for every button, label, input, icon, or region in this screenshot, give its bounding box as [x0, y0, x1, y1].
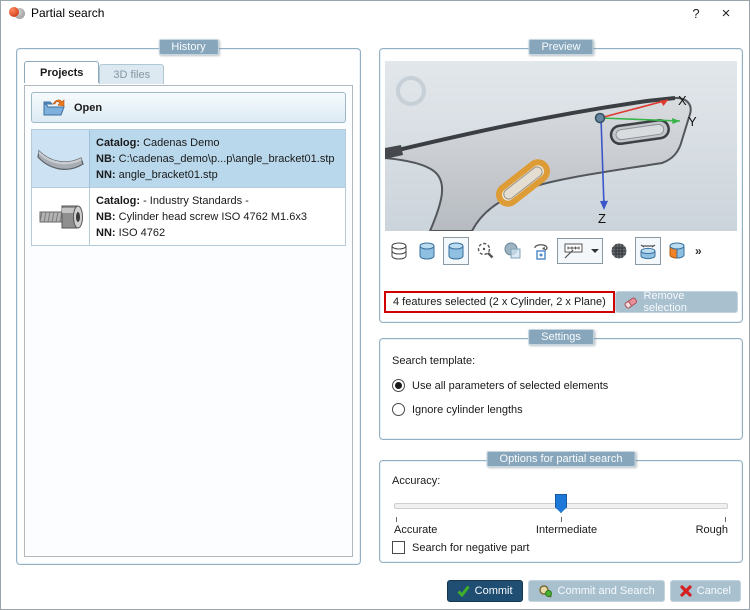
remove-selection-button[interactable]: [615, 291, 738, 313]
tab-3d-files[interactable]: 3D files: [99, 64, 164, 84]
mesh-icon[interactable]: [607, 238, 631, 264]
commit-label: Commit: [474, 585, 513, 597]
remove-selection-label: Remove selection: [643, 290, 687, 314]
settings-group: [379, 331, 743, 440]
search-negative-part-checkbox[interactable]: [392, 541, 529, 554]
shaded-cylinder-active-icon[interactable]: [443, 237, 469, 265]
axis-label-x: X: [678, 93, 687, 108]
features-selected-callout: 4 features selected (2 x Cylinder, 2 x Plane): [384, 291, 615, 313]
radio-icon: [392, 403, 405, 416]
history-list: [31, 129, 346, 246]
radio-label: Ignore cylinder lengths: [412, 403, 523, 416]
radio-icon: [392, 379, 405, 392]
toolbar-overflow-button[interactable]: »: [695, 244, 701, 258]
shaded-cylinder-icon[interactable]: [415, 238, 439, 264]
axis-label-y: Y: [688, 114, 697, 129]
dimension-tool-dropdown[interactable]: [557, 238, 603, 264]
axis-label-z: Z: [598, 211, 606, 226]
window-title: Partial search: [31, 6, 105, 20]
accuracy-label: Accuracy:: [392, 475, 441, 487]
radio-label: Use all parameters of selected elements: [412, 379, 609, 392]
angle-bracket-3d-model: [385, 61, 737, 231]
checkbox-icon: [392, 541, 405, 554]
screw-thumbnail-icon: [32, 188, 90, 245]
checkbox-label: Search for negative part: [412, 541, 530, 554]
wireframe-cylinder-icon[interactable]: [387, 238, 411, 264]
preview-group: [379, 41, 743, 323]
measure-cylinder-icon[interactable]: [635, 237, 661, 265]
selection-status-row: [384, 289, 738, 315]
close-button[interactable]: ×: [721, 4, 731, 22]
help-button[interactable]: ?: [692, 5, 700, 21]
label-rough: Rough: [695, 524, 728, 536]
open-folder-icon: [42, 98, 66, 118]
history-tabs: [24, 61, 353, 86]
transparency-icon[interactable]: [501, 238, 525, 264]
search-template-label: Search template:: [392, 355, 476, 367]
label-accurate: Accurate: [394, 524, 438, 536]
commit-button[interactable]: [447, 580, 523, 602]
app-icon: [9, 6, 25, 20]
x-icon: [680, 585, 692, 597]
commit-and-search-label: Commit and Search: [557, 585, 655, 597]
history-item-text: Catalog: Cadenas Demo NB: C:\cadenas_demo\p...p\angle_bracket01.stp NN: angle_bracket01.stp: [96, 136, 335, 181]
cancel-label: Cancel: [696, 585, 731, 597]
preview-group-header: Preview: [528, 39, 593, 55]
turntable-rotate-icon[interactable]: [529, 238, 553, 264]
radio-ignore-cylinder-lengths[interactable]: [392, 403, 523, 416]
titlebar: [1, 1, 749, 25]
accuracy-slider-thumb[interactable]: [555, 494, 567, 513]
dialog-footer: [447, 580, 741, 602]
history-item-angle-bracket[interactable]: [32, 130, 345, 188]
check-icon: [457, 585, 470, 597]
radio-use-all-parameters[interactable]: [392, 379, 608, 392]
options-group-header: Options for partial search: [487, 451, 636, 467]
eraser-icon: [624, 296, 639, 309]
tab-projects[interactable]: Projects: [24, 61, 99, 83]
history-group-header: History: [158, 39, 218, 55]
open-button-label: Open: [74, 101, 103, 114]
open-button[interactable]: [31, 92, 346, 123]
options-partial-search-group: [379, 453, 743, 563]
history-item-text: Catalog: - Industry Standards - NB: Cylinder head screw ISO 4762 M1.6x3 NN: ISO 4762: [96, 194, 307, 239]
viewport-watermark-icon: [398, 78, 424, 104]
accuracy-slider-labels: [394, 524, 728, 536]
history-item-screw[interactable]: [32, 188, 345, 245]
preview-3d-viewport[interactable]: [385, 61, 737, 231]
zoom-fit-icon[interactable]: [473, 238, 497, 264]
settings-group-header: Settings: [528, 329, 594, 345]
slider-tick-intermediate: [561, 517, 562, 522]
history-group: [16, 41, 361, 565]
colored-faces-cylinder-icon[interactable]: [665, 238, 689, 264]
history-tab-content: [24, 85, 353, 557]
dropdown-caret-icon: [591, 249, 599, 253]
search-icon: [538, 584, 553, 598]
bracket-thumbnail-icon: [32, 130, 90, 187]
preview-toolbar: [387, 236, 737, 266]
cancel-button[interactable]: [670, 580, 741, 602]
slider-tick-rough: [725, 517, 726, 522]
commit-and-search-button[interactable]: [528, 580, 665, 602]
slider-tick-accurate: [396, 517, 397, 522]
label-intermediate: Intermediate: [535, 524, 598, 536]
